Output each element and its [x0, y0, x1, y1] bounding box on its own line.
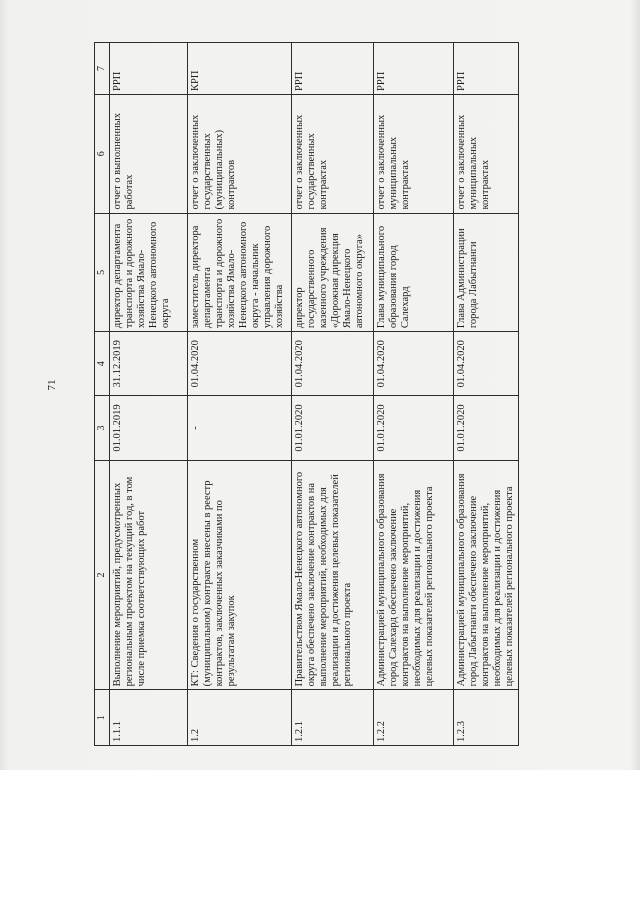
- result-document: отчет о заключенных государственных контрактах: [292, 94, 374, 213]
- start-date: 01.01.2020: [292, 396, 374, 460]
- result-document: отчет о выполненных работах: [110, 94, 188, 213]
- table-row: [374, 43, 454, 746]
- responsible: директор государственного казенного учреждения «Дорожная дирекция Ямало-Ненецкого автономного округа»: [292, 213, 374, 332]
- result-document: отчет о заключенных муниципальных контрактах: [454, 94, 519, 213]
- end-date: 31.12.2019: [110, 332, 188, 396]
- column-header: 7: [95, 43, 110, 95]
- table-row: [454, 43, 519, 746]
- table-row: [110, 43, 188, 746]
- row-name: Администрацией муниципального образования город Салехард обеспечено заключение контрактов на выполнение мероприятий, необходимых для реализации и достижения целевых показателей регионального проекта: [374, 460, 454, 690]
- end-date: 01.04.2020: [188, 332, 292, 396]
- end-date: 01.04.2020: [292, 332, 374, 396]
- row-name: КТ: Сведения о государственном (муниципальном) контракте внесены в реестр контрактов, заключенных заказчиками по результатам закупок: [188, 460, 292, 690]
- control-level: КРП: [188, 43, 292, 95]
- row-number: 1.1.1: [110, 690, 188, 746]
- row-name: Администрацией муниципального образования город Лабытнанги обеспечено заключение контрактов на выполнение мероприятий, необходимых для реализации и достижения целевых показателей регионального проекта: [454, 460, 519, 690]
- column-header: 2: [95, 460, 110, 690]
- column-header: 4: [95, 332, 110, 396]
- column-header: 1: [95, 690, 110, 746]
- responsible: Глава муниципального образования город Салехард: [374, 213, 454, 332]
- end-date: 01.04.2020: [454, 332, 519, 396]
- row-name: Правительством Ямало-Ненецкого автономного округа обеспечено заключение контрактов на выполнение мероприятий, необходимых для реализации и достижения целевых показателей регионального проекта: [292, 460, 374, 690]
- responsible: заместитель директора департамента транспорта и дорожного хозяйства Ямало-Ненецкого автономного округа - начальник управления дорожного хозяйства: [188, 213, 292, 332]
- column-header: 3: [95, 396, 110, 460]
- column-header: 5: [95, 213, 110, 332]
- table-header-row: [95, 43, 110, 746]
- table-row: [292, 43, 374, 746]
- start-date: 01.01.2020: [374, 396, 454, 460]
- plan-table: [94, 42, 519, 746]
- result-document: отчет о заключенных государственных (муниципальных) контрактов: [188, 94, 292, 213]
- row-number: 1.2.2: [374, 690, 454, 746]
- control-level: РРП: [454, 43, 519, 95]
- control-level: РРП: [374, 43, 454, 95]
- control-level: РРП: [110, 43, 188, 95]
- page-number: 71: [46, 379, 58, 391]
- rotated-table-wrapper: [94, 42, 516, 746]
- row-number: 1.2: [188, 690, 292, 746]
- start-date: -: [188, 396, 292, 460]
- table-row: [188, 43, 292, 746]
- start-date: 01.01.2019: [110, 396, 188, 460]
- row-number: 1.2.3: [454, 690, 519, 746]
- row-name: Выполнение мероприятий, предусмотренных региональным проектом на текущий год, в том числе приемка соответствующих работ: [110, 460, 188, 690]
- control-level: РРП: [292, 43, 374, 95]
- end-date: 01.04.2020: [374, 332, 454, 396]
- row-number: 1.2.1: [292, 690, 374, 746]
- column-header: 6: [95, 94, 110, 213]
- result-document: отчет о заключенных муниципальных контрактах: [374, 94, 454, 213]
- start-date: 01.01.2020: [454, 396, 519, 460]
- responsible: директор департамента транспорта и дорожного хозяйства Ямало-Ненецкого автономного округа: [110, 213, 188, 332]
- responsible: Глава Администрации города Лабытнанги: [454, 213, 519, 332]
